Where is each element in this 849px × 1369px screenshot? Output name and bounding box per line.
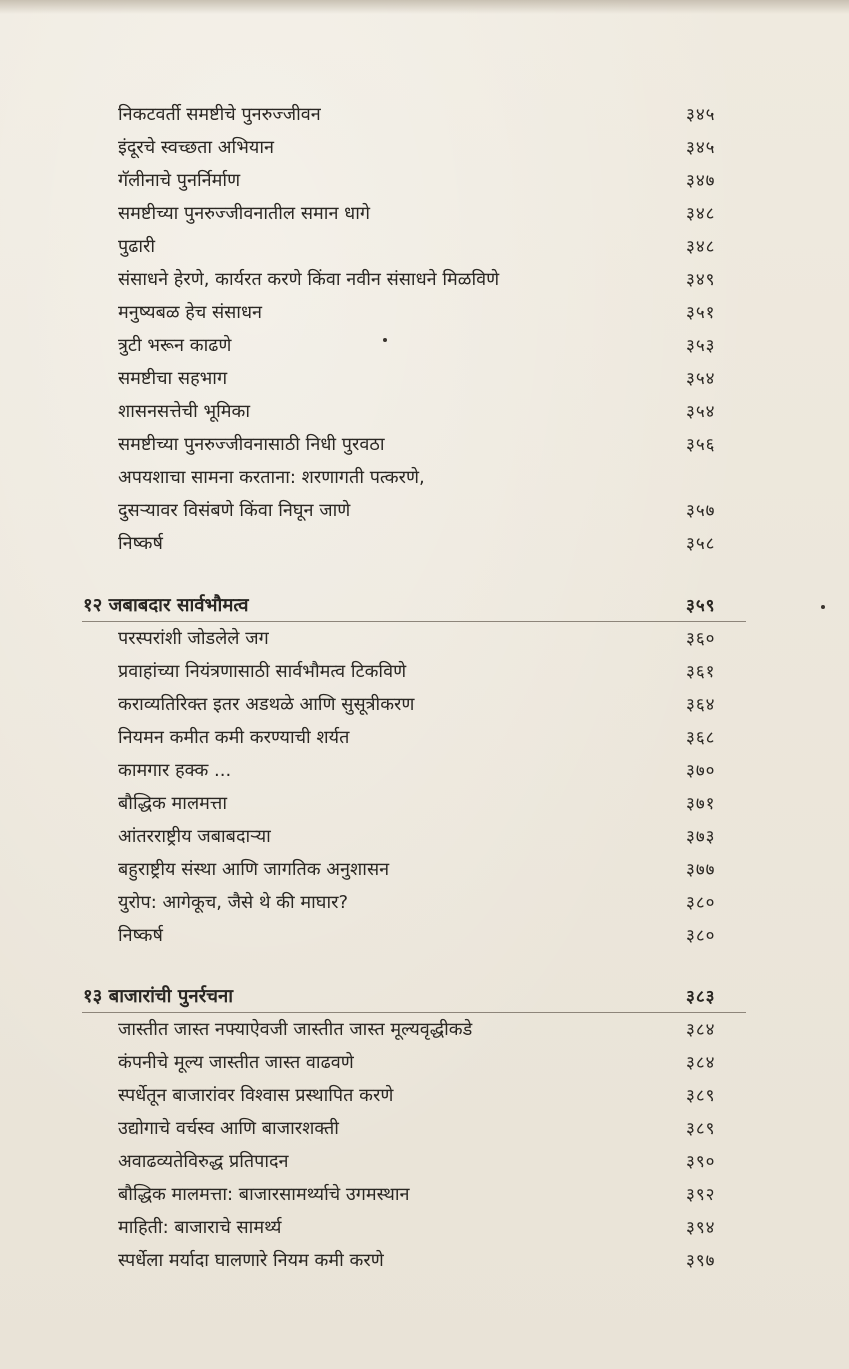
toc-entry-title: नियमन कमीत कमी करण्याची शर्यत	[118, 727, 350, 748]
ink-speck	[383, 338, 387, 342]
toc-entry-page: ३७०	[686, 761, 716, 781]
toc-entry-page: ३८४	[686, 1020, 716, 1040]
toc-entry-title: निष्कर्ष	[118, 925, 163, 946]
toc-entry	[0, 527, 849, 561]
toc-entry-title: युरोप: आगेकूच, जैसे थे की माघार?	[118, 892, 349, 913]
toc-entry-title: स्पर्धेला मर्यादा घालणारे नियम कमी करणे	[118, 1250, 384, 1271]
toc-entry-page: ३५८	[686, 534, 716, 554]
chapter-title: १३ बाजारांची पुनर्रचना	[83, 986, 234, 1007]
toc-entry	[0, 1046, 849, 1080]
toc-entry-title: गॅलीनाचे पुनर्निर्माण	[118, 170, 241, 191]
toc-entry	[0, 1244, 849, 1278]
toc-entry	[0, 98, 849, 132]
toc-entry	[0, 1211, 849, 1245]
toc-entry-page: ३७७	[686, 860, 716, 880]
toc-entry-title: बौद्धिक मालमत्ता: बाजारसामर्थ्याचे उगमस्थान	[118, 1184, 410, 1205]
toc-entry-title: कामगार हक्क ...	[118, 760, 232, 781]
toc-entry	[0, 230, 849, 264]
toc-entry	[0, 1178, 849, 1212]
toc-entry-page: ३६०	[686, 629, 716, 649]
toc-entry-page: ३४८	[686, 204, 716, 224]
toc-entry-title: प्रवाहांच्या नियंत्रणासाठी सार्वभौमत्व टिकविणे	[118, 661, 407, 682]
toc-entry	[0, 494, 849, 528]
toc-entry-title: अवाढव्यतेविरुद्ध प्रतिपादन	[118, 1151, 289, 1172]
toc-entry	[0, 329, 849, 363]
toc-entry-title: इंदूरचे स्वच्छता अभियान	[118, 137, 274, 158]
chapter-heading	[0, 589, 849, 623]
toc-entry-title: पुढारी	[118, 236, 156, 257]
toc-entry-title: उद्योगाचे वर्चस्व आणि बाजारशक्ती	[118, 1118, 339, 1139]
toc-entry-page: ३४८	[686, 237, 716, 257]
toc-entry-title: माहिती: बाजाराचे सामर्थ्य	[118, 1217, 282, 1238]
toc-entry-page: ३७१	[686, 794, 716, 814]
toc-entry	[0, 688, 849, 722]
toc-entry	[0, 655, 849, 689]
toc-entry	[0, 197, 849, 231]
toc-entry-page: ३८४	[686, 1053, 716, 1073]
toc-entry-page: ३८०	[686, 926, 716, 946]
toc-entry	[0, 886, 849, 920]
toc-entry	[0, 1013, 849, 1047]
toc-entry	[0, 362, 849, 396]
toc-entry-title: कराव्यतिरिक्त इतर अडथळे आणि सुसूत्रीकरण	[118, 694, 415, 715]
toc-entry-page: ३७३	[686, 827, 716, 847]
toc-entry-page: ३५४	[686, 369, 716, 389]
toc-entry-page: ३५४	[686, 402, 716, 422]
toc-entry	[0, 919, 849, 953]
toc-entry-title: कंपनीचे मूल्य जास्तीत जास्त वाढवणे	[118, 1052, 354, 1073]
page-top-edge	[0, 0, 849, 14]
toc-entry-page: ३९२	[686, 1185, 716, 1205]
toc-entry-page: ३४५	[686, 138, 716, 158]
toc-entry	[0, 428, 849, 462]
toc-entry-title: दुसऱ्यावर विसंबणे किंवा निघून जाणे	[118, 500, 351, 521]
toc-entry-title: त्रुटी भरून काढणे	[118, 335, 232, 356]
toc-entry-title: परस्परांशी जोडलेले जग	[118, 628, 269, 649]
toc-entry-title: समष्टीच्या पुनरुज्जीवनासाठी निधी पुरवठा	[118, 434, 385, 455]
toc-entry-title: अपयशाचा सामना करताना: शरणागती पत्करणे,	[118, 467, 425, 488]
toc-entry-title: समष्टीच्या पुनरुज्जीवनातील समान धागे	[118, 203, 371, 224]
toc-entry-title: शासनसत्तेची भूमिका	[118, 401, 251, 422]
toc-entry	[0, 395, 849, 429]
toc-entry-page: ३५१	[686, 303, 716, 323]
toc-entry-title: बहुराष्ट्रीय संस्था आणि जागतिक अनुशासन	[118, 859, 390, 880]
chapter-heading	[0, 980, 849, 1014]
toc-entry	[0, 853, 849, 887]
toc-entry	[0, 754, 849, 788]
toc-entry-page: ३४५	[686, 105, 716, 125]
toc-entry-page: ३६१	[686, 662, 716, 682]
toc-entry-title: जास्तीत जास्त नफ्याऐवजी जास्तीत जास्त मूल्यवृद्धीकडे	[118, 1019, 473, 1040]
toc-entry-page: ३६८	[686, 728, 716, 748]
toc-entry-title: बौद्धिक मालमत्ता	[118, 793, 228, 814]
toc-entry-page: ३९४	[686, 1218, 716, 1238]
chapter-page: ३५९	[686, 596, 716, 616]
toc-entry	[0, 622, 849, 656]
toc-entry	[0, 263, 849, 297]
toc-entry-page: ३८९	[686, 1119, 716, 1139]
toc-entry-page: ३६४	[686, 695, 716, 715]
chapter-title: १२ जबाबदार सार्वभौमत्व	[83, 595, 249, 616]
toc-entry	[0, 787, 849, 821]
toc-entry-title: मनुष्यबळ हेच संसाधन	[118, 302, 263, 323]
toc-entry-page: ३४७	[686, 171, 716, 191]
toc-entry	[0, 461, 849, 495]
ink-speck	[821, 605, 825, 609]
toc-entry-title: स्पर्धेतून बाजारांवर विश्वास प्रस्थापित करणे	[118, 1085, 394, 1106]
toc-entry-page: ३५३	[686, 336, 716, 356]
toc-entry-page: ३८०	[686, 893, 716, 913]
toc-entry-title: संसाधने हेरणे, कार्यरत करणे किंवा नवीन संसाधने मिळविणे	[118, 269, 500, 290]
toc-entry-page: ३४९	[686, 270, 716, 290]
toc-entry-title: आंतरराष्ट्रीय जबाबदाऱ्या	[118, 826, 271, 847]
toc-entry	[0, 1079, 849, 1113]
toc-entry-page: ३८९	[686, 1086, 716, 1106]
toc-entry-page: ३५६	[686, 435, 716, 455]
chapter-page: ३८३	[686, 987, 716, 1007]
toc-entry	[0, 721, 849, 755]
toc-entry	[0, 820, 849, 854]
toc-entry-page: ३९७	[686, 1251, 716, 1271]
toc-entry	[0, 164, 849, 198]
toc-entry	[0, 1112, 849, 1146]
toc-entry-title: निष्कर्ष	[118, 533, 163, 554]
toc-entry	[0, 131, 849, 165]
toc-entry-page: ३५७	[686, 501, 716, 521]
toc-entry-title: समष्टीचा सहभाग	[118, 368, 228, 389]
toc-entry-title: निकटवर्ती समष्टीचे पुनरुज्जीवन	[118, 104, 321, 125]
toc-entry	[0, 296, 849, 330]
toc-entry	[0, 1145, 849, 1179]
toc-entry-page: ३९०	[686, 1152, 716, 1172]
